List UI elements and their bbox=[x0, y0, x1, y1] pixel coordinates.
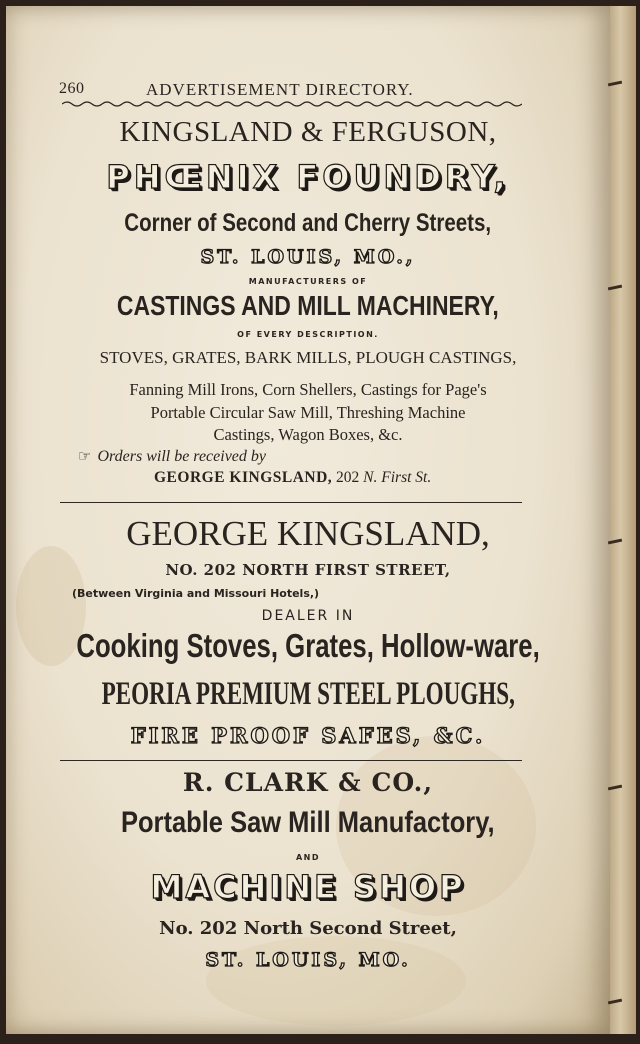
ad1-orders-street: N. First St. bbox=[363, 469, 432, 486]
advertisement-directory bbox=[6, 6, 610, 1034]
ad1-orders-address-row bbox=[154, 469, 431, 487]
ad3-and: AND bbox=[295, 853, 321, 862]
ad2-goods1: Cooking Stoves, Grates, Hollow-ware, bbox=[76, 627, 540, 664]
ad1-address-row bbox=[6, 209, 610, 238]
ad1-firm: KINGSLAND & FERGUSON, bbox=[119, 116, 497, 148]
ad3-line1: Portable Saw Mill Manufactory, bbox=[121, 806, 495, 839]
section-divider bbox=[60, 502, 522, 503]
ad3-address: No. 202 North Second Street, bbox=[159, 918, 457, 939]
page-edge bbox=[610, 6, 636, 1034]
binding-thread bbox=[604, 82, 628, 88]
binding-thread bbox=[604, 1000, 628, 1006]
ad2-goods2-row bbox=[6, 676, 610, 713]
ad1-address: Corner of Second and Cherry Streets, bbox=[124, 209, 492, 237]
binding-thread bbox=[604, 286, 628, 292]
ad1-works: PHŒNIX FOUNDRY, bbox=[106, 158, 510, 196]
ad2-between: (Between Virginia and Missouri Hotels,) bbox=[72, 587, 320, 600]
ad3-line1-row bbox=[6, 806, 610, 840]
wavy-rule bbox=[62, 100, 522, 108]
ad2-street: NO. 202 NORTH FIRST STREET, bbox=[165, 561, 451, 579]
ad3-firm: R. CLARK & CO., bbox=[182, 768, 434, 797]
section-divider bbox=[60, 760, 522, 761]
ad1-product-row bbox=[6, 290, 610, 322]
ad1-orders-name: GEORGE KINGSLAND, bbox=[154, 469, 333, 486]
ad2-dealer-in: DEALER IN bbox=[261, 608, 355, 624]
ad1-city: ST. LOUIS, MO., bbox=[200, 246, 416, 268]
ad1-orders-row bbox=[78, 447, 266, 466]
pointing-hand-icon: ☞ bbox=[78, 447, 92, 465]
ad1-manufacturers-of: MANUFACTURERS OF bbox=[248, 277, 368, 286]
ad1-items-line: STOVES, GRATES, BARK MILLS, PLOUGH CASTINGS, bbox=[99, 348, 517, 367]
ad1-items-line2: Fanning Mill Irons, Corn Shellers, Castings for Page's bbox=[129, 380, 487, 399]
binding-thread bbox=[604, 786, 628, 792]
page-number: 260 bbox=[59, 80, 85, 97]
ad2-goods1-row bbox=[6, 627, 610, 665]
ad2-goods3: FIRE PROOF SAFES, &C. bbox=[130, 723, 486, 748]
ad2-goods2: PEORIA PREMIUM STEEL PLOUGHS, bbox=[101, 676, 515, 712]
ad2-name: GEORGE KINGSLAND, bbox=[126, 514, 490, 553]
ad3-city: ST. LOUIS, MO. bbox=[205, 949, 411, 971]
ad1-items-line3: Portable Circular Saw Mill, Threshing Machine bbox=[150, 403, 466, 422]
ad1-orders: Orders will be received by bbox=[97, 448, 266, 465]
ad1-every-description: OF EVERY DESCRIPTION. bbox=[237, 330, 379, 339]
ad1-product: CASTINGS AND MILL MACHINERY, bbox=[117, 290, 499, 321]
ad1-orders-number: 202 bbox=[336, 469, 360, 486]
ad3-shop: MACHINE SHOP bbox=[150, 868, 466, 906]
book-page bbox=[6, 6, 610, 1034]
binding-thread bbox=[604, 540, 628, 546]
page-title: ADVERTISEMENT DIRECTORY. bbox=[146, 80, 414, 99]
ad1-items-line4: Castings, Wagon Boxes, &c. bbox=[213, 425, 403, 444]
